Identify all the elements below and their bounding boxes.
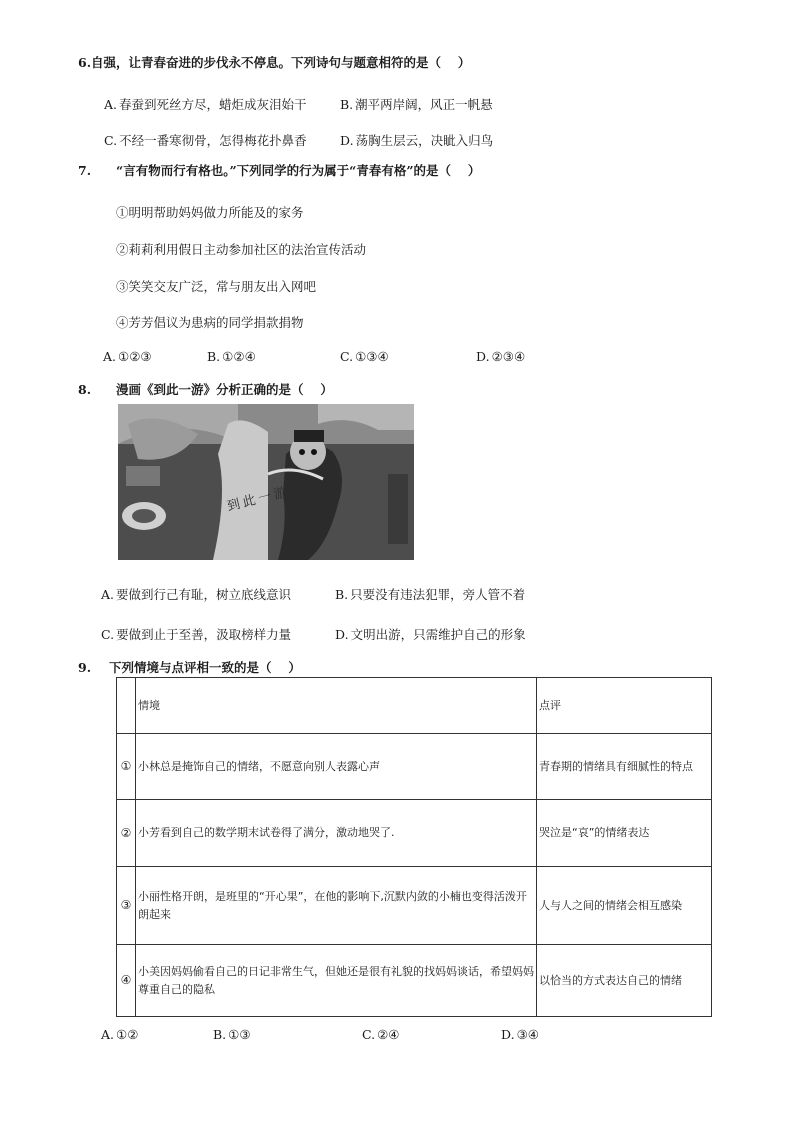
q9-row-comment: 青春期的情绪具有细腻性的特点 [537, 734, 712, 800]
q7-option-c-text: ①③④ [355, 349, 389, 364]
q8-option-b-label: B. [335, 587, 349, 602]
q9-option-c-label: C. [362, 1027, 376, 1042]
q8-option-a-text: 要做到行己有耻，树立底线意识 [116, 587, 292, 602]
q9-row-comment: 哭泣是“哀”的情绪表达 [537, 800, 712, 867]
q8-option-d-text: 文明出游，只需维护自己的形象 [350, 627, 526, 642]
q7-item-1: ①明明帮助妈妈做力所能及的家务 [116, 205, 304, 220]
q7-option-b [207, 349, 256, 364]
comic-caption: 到此一游 [225, 484, 292, 515]
q8-option-b-text: 只要没有违法犯罪，旁人管不着 [350, 587, 526, 602]
q7-option-d-label: D. [476, 349, 490, 364]
q8-stem: 漫画《到此一游》分析正确的是（ ） [116, 382, 333, 397]
table-row [117, 945, 712, 1017]
q9-number: 9. [78, 660, 92, 675]
q8-option-d-label: D. [335, 627, 349, 642]
q7-item-4: ④芳芳倡议为患病的同学捐款捐物 [116, 315, 304, 330]
q7-option-b-text: ①②④ [222, 349, 256, 364]
q9-option-c-text: ②④ [377, 1027, 400, 1042]
q6-option-d-label: D. [340, 133, 354, 148]
q6-option-c-label: C. [104, 133, 118, 148]
q8-option-c [101, 625, 291, 643]
q7-option-a [103, 349, 152, 364]
q7-option-a-label: A. [103, 349, 117, 364]
q8-number: 8. [78, 382, 92, 397]
q9-row-comment: 人与人之间的情绪会相互感染 [537, 867, 712, 945]
q9-table-header [117, 678, 712, 734]
q9-option-b [213, 1027, 251, 1042]
q6-option-b-label: B. [340, 97, 354, 112]
q8-option-d [335, 625, 526, 643]
q7-option-d-text: ②③④ [491, 349, 526, 364]
q9-option-b-text: ①③ [228, 1027, 251, 1042]
q9-option-d [501, 1027, 539, 1042]
q9-option-d-label: D. [501, 1027, 515, 1042]
q9-option-a-label: A. [101, 1027, 115, 1042]
q9-row-scenario: 小芳看到自己的数学期末试卷得了满分，激动地哭了. [136, 800, 537, 867]
q9-option-c [362, 1027, 400, 1042]
q7-option-c-label: C. [340, 349, 354, 364]
q9-option-a-text: ①② [116, 1027, 139, 1042]
q9-row-num: ④ [117, 945, 136, 1017]
q9-row-scenario: 小美因妈妈偷看自己的日记非常生气，但她还是很有礼貌的找妈妈谈话，希望妈妈尊重自己的隐私 [136, 945, 537, 1017]
q9-row-scenario: 小丽性格开朗，是班里的“开心果”，在他的影响下,沉默内敛的小楠也变得活泼开朗起来 [136, 867, 537, 945]
comic-image [118, 404, 414, 560]
q9-option-b-label: B. [213, 1027, 227, 1042]
q9-row-num: ① [117, 734, 136, 800]
q9-row-num: ③ [117, 867, 136, 945]
q7-stem: “言有物而行有格也。”下列同学的行为属于“青春有格”的是（ ） [116, 163, 481, 178]
q7-option-d [476, 349, 525, 364]
q9-option-a [101, 1027, 138, 1042]
q7-item-3: ③笑笑交友广泛，常与朋友出入网吧 [116, 279, 317, 294]
q6-option-a-text: 春蚕到死丝方尽，蜡炬成灰泪始干 [119, 97, 307, 112]
q9-row-num: ② [117, 800, 136, 867]
q6-option-b-text: 潮平两岸阔，风正一帆悬 [355, 97, 493, 112]
q8-option-c-label: C. [101, 627, 115, 642]
table-row [117, 800, 712, 867]
q8-option-a-label: A. [101, 587, 115, 602]
q6-option-d [340, 131, 493, 149]
q9-header-num [117, 678, 136, 734]
q6-option-b [340, 95, 493, 113]
q6-option-d-text: 荡胸生层云，决眦入归鸟 [355, 133, 494, 148]
q7-number: 7. [78, 163, 92, 178]
q7-option-b-label: B. [207, 349, 221, 364]
comic-illustration [118, 404, 414, 560]
q6-option-a-label: A. [104, 97, 118, 112]
q9-header-scenario: 情境 [136, 678, 537, 734]
q8-option-b [335, 585, 525, 603]
q9-option-d-text: ③④ [516, 1027, 539, 1042]
q9-stem: 下列情境与点评相一致的是（ ） [109, 660, 301, 675]
q6-option-c-text: 不经一番寒彻骨，怎得梅花扑鼻香 [119, 133, 307, 148]
q7-item-2: ②莉莉利用假日主动参加社区的法治宣传活动 [116, 242, 367, 257]
q9-row-scenario: 小林总是掩饰自己的情绪，不愿意向别人表露心声 [136, 734, 537, 800]
q6-stem: 6.自强，让青春奋进的步伐永不停息。下列诗句与题意相符的是（ ） [78, 55, 471, 70]
q7-option-c [340, 349, 389, 364]
q6-option-c [104, 131, 307, 149]
q8-option-a [101, 585, 291, 603]
q6-option-a [104, 95, 307, 113]
q7-option-a-text: ①②③ [118, 349, 152, 364]
q9-table [116, 677, 712, 1017]
q8-option-c-text: 要做到止于至善，汲取榜样力量 [116, 627, 292, 642]
table-row [117, 867, 712, 945]
q9-row-comment: 以恰当的方式表达自己的情绪 [537, 945, 712, 1017]
q9-header-comment: 点评 [537, 678, 712, 734]
table-row [117, 734, 712, 800]
